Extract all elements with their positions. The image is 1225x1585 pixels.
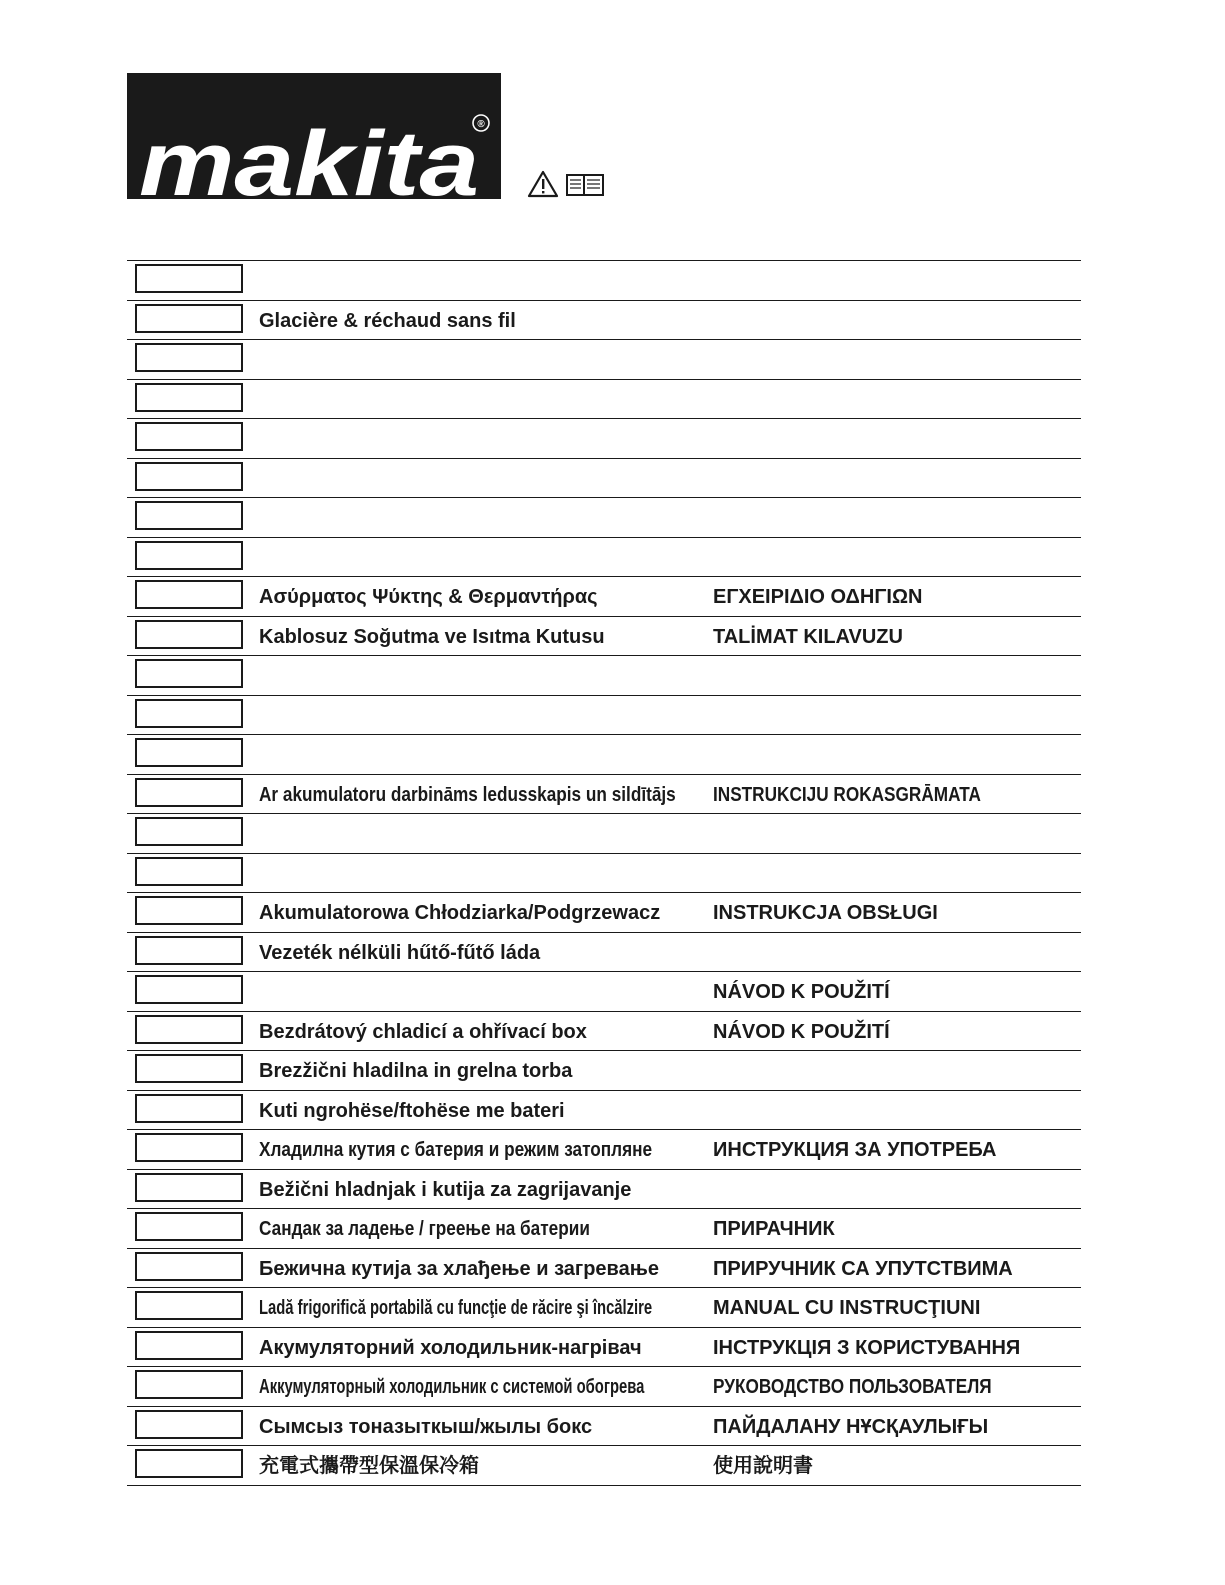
language-code-box	[135, 1212, 243, 1241]
manual-label: ПРИРАЧНИК	[713, 1218, 835, 1240]
product-title: Аккумуляторный холодильник с системой обогрева	[259, 1376, 645, 1398]
manual-label: ПАЙДАЛАНУ НҰСҚАУЛЫҒЫ	[713, 1415, 989, 1438]
product-title: Ladă frigorifică portabilă cu funcţie de răcire şi încălzire	[259, 1297, 653, 1319]
warning-icon	[529, 172, 557, 196]
language-row	[127, 1209, 1081, 1249]
language-row	[127, 1012, 1081, 1052]
language-code-box	[135, 620, 243, 649]
product-title: Kuti ngrohëse/ftohëse me bateri	[259, 1099, 565, 1122]
language-code-box	[135, 975, 243, 1004]
language-row	[127, 1130, 1081, 1170]
manual-label: MANUAL CU INSTRUCŢIUNI	[713, 1297, 981, 1319]
language-code-box	[135, 1331, 243, 1360]
product-title: 充電式攜帶型保溫保冷箱	[259, 1455, 479, 1477]
language-row	[127, 696, 1081, 736]
language-row	[127, 1249, 1081, 1289]
language-row	[127, 1051, 1081, 1091]
logo-wordmark: makita	[139, 113, 479, 199]
manual-label: INSTRUKCIJU ROKASGRĀMATA	[713, 783, 981, 806]
product-title: Kablosuz Soğutma ve Isıtma Kutusu	[259, 625, 605, 648]
language-code-box	[135, 422, 243, 451]
language-row	[127, 261, 1081, 301]
language-code-box	[135, 304, 243, 333]
language-row	[127, 735, 1081, 775]
manual-book-icon	[567, 175, 603, 195]
product-title: Бежична кутија за хлађење и загревање	[259, 1257, 659, 1280]
language-code-box	[135, 817, 243, 846]
language-row	[127, 538, 1081, 578]
product-title: Bežični hladnjak i kutija za zagrijavanje	[259, 1178, 632, 1201]
language-code-box	[135, 541, 243, 570]
language-row	[127, 577, 1081, 617]
language-row	[127, 498, 1081, 538]
language-code-box	[135, 659, 243, 688]
language-code-box	[135, 896, 243, 925]
product-title: Vezeték nélküli hűtő-fűtő láda	[259, 941, 541, 964]
language-row	[127, 1288, 1081, 1328]
language-row	[127, 459, 1081, 499]
language-code-box	[135, 1252, 243, 1281]
language-code-box	[135, 1173, 243, 1202]
language-row	[127, 380, 1081, 420]
language-row	[127, 1170, 1081, 1210]
product-title: Хладилна кутия с батерия и режим затопляне	[259, 1139, 653, 1161]
language-row	[127, 933, 1081, 973]
language-code-box	[135, 501, 243, 530]
makita-logo	[127, 73, 501, 199]
language-row	[127, 1367, 1081, 1407]
product-title: Ar akumulatoru darbināms ledusskapis un sildītājs	[259, 783, 676, 806]
product-title: Brezžični hladilna in grelna torba	[259, 1060, 573, 1082]
language-code-box	[135, 1370, 243, 1399]
language-row	[127, 854, 1081, 894]
language-row	[127, 301, 1081, 341]
language-code-box	[135, 1449, 243, 1478]
registered-mark: ®	[477, 119, 485, 130]
language-code-box	[135, 1133, 243, 1162]
language-list	[127, 260, 1081, 1486]
language-row	[127, 419, 1081, 459]
language-row	[127, 340, 1081, 380]
manual-label: 使用說明書	[713, 1455, 813, 1477]
product-title: Glacière & réchaud sans fil	[259, 309, 516, 332]
language-row	[127, 972, 1081, 1012]
language-row	[127, 617, 1081, 657]
manual-label: ΕΓΧΕΙΡΙΔΙΟ ΟΔΗΓΙΩΝ	[713, 586, 923, 608]
manual-label: NÁVOD K POUŽITÍ	[713, 981, 890, 1003]
manual-label: NÁVOD K POUŽITÍ	[713, 1020, 890, 1043]
language-code-box	[135, 462, 243, 491]
manual-label: РУКОВОДСТВО ПОЛЬЗОВАТЕЛЯ	[713, 1376, 992, 1398]
manual-label: TALİMAT KILAVUZU	[713, 625, 903, 648]
language-row	[127, 1091, 1081, 1131]
language-code-box	[135, 1015, 243, 1044]
language-code-box	[135, 580, 243, 609]
language-row	[127, 1407, 1081, 1447]
product-title: Ασύρματος Ψύκτης & Θερμαντήρας	[259, 586, 598, 608]
language-code-box	[135, 1054, 243, 1083]
language-code-box	[135, 1094, 243, 1123]
product-title: Akumulatorowa Chłodziarka/Podgrzewacz	[259, 902, 661, 924]
manual-label: ІНСТРУКЦІЯ З КОРИСТУВАННЯ	[713, 1336, 1021, 1359]
language-row	[127, 775, 1081, 815]
manual-label: ИНСТРУКЦИЯ ЗА УПОТРЕБА	[713, 1139, 997, 1161]
language-code-box	[135, 1410, 243, 1439]
language-row	[127, 656, 1081, 696]
product-title: Сымсыз тоназыткыш/жылы бокс	[259, 1415, 593, 1438]
language-code-box	[135, 264, 243, 293]
language-row	[127, 1446, 1081, 1486]
language-code-box	[135, 738, 243, 767]
language-code-box	[135, 343, 243, 372]
product-title: Сандак за ладење / греење на батерии	[259, 1218, 590, 1240]
manual-label: INSTRUKCJA OBSŁUGI	[713, 902, 938, 924]
language-code-box	[135, 1291, 243, 1320]
language-code-box	[135, 778, 243, 807]
language-row	[127, 893, 1081, 933]
product-title: Bezdrátový chladicí a ohřívací box	[259, 1020, 587, 1043]
header-icons	[527, 170, 607, 198]
language-code-box	[135, 936, 243, 965]
language-code-box	[135, 699, 243, 728]
language-row	[127, 1328, 1081, 1368]
language-code-box	[135, 383, 243, 412]
language-code-box	[135, 857, 243, 886]
manual-label: ПРИРУЧНИК СА УПУТСТВИМА	[713, 1257, 1013, 1280]
language-row	[127, 814, 1081, 854]
product-title: Акумуляторний холодильник-нагрівач	[259, 1336, 642, 1359]
